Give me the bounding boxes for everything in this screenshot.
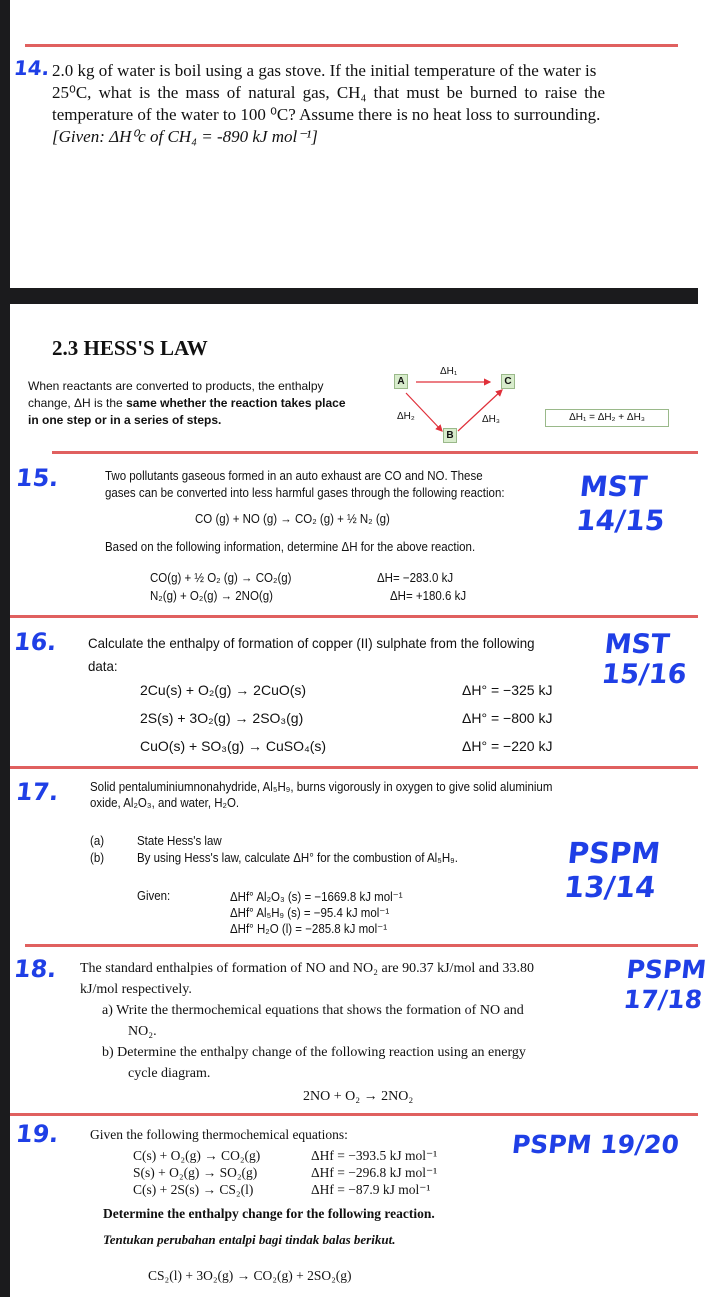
line: a) Write the thermochemical equations that shows the formation of NO and (102, 1003, 524, 1018)
node-a: A (394, 374, 408, 389)
question-18-text (80, 958, 534, 1084)
equations (133, 1147, 260, 1198)
part-label: (b) (90, 851, 105, 865)
enthalpies (311, 1147, 437, 1198)
enthalpy: ΔH° = −800 kJ (462, 710, 553, 726)
enthalpy: ΔH° = −325 kJ (462, 682, 553, 698)
equation: N₂(g) + O₂(g) → 2NO(g) (150, 589, 273, 603)
line: MST (603, 629, 671, 660)
part-text: By using Hess's law, calculate ΔH° for the combustion of Al₅H₉. (137, 851, 458, 865)
prompt: Based on the following information, determine ΔH for the above reaction. (105, 540, 476, 554)
equation: C(s) + 2S(s) → CS₂(l) (133, 1182, 254, 1197)
line: 15/16 (599, 659, 689, 690)
enthalpy: ΔH° = −220 kJ (462, 738, 553, 754)
left-edge (0, 0, 10, 1297)
line: ΔHf° H₂O (l) = −285.8 kJ mol⁻¹ (230, 922, 388, 936)
page-separator (0, 288, 698, 304)
equation: CuO(s) + SO₃(g) → CuSO₄(s) (140, 738, 327, 754)
equation: C(s) + O₂(g) → CO₂(g) (133, 1148, 261, 1163)
line: NO₂. (128, 1024, 157, 1039)
line: 2.0 kg of water is boil using a gas stove. If the initial temperature of the water is (52, 61, 597, 80)
label-dh2: ΔH₂ (397, 411, 415, 422)
line: Solid pentaluminiumnonahydride, Al₅H₉, burns vigorously in oxygen to give solid aluminium (90, 780, 553, 794)
handwritten-tag: PSPM 19/20 (510, 1130, 681, 1159)
line: Calculate the enthalpy of formation of copper (II) sulphate from the following (88, 635, 535, 651)
handwritten-tag (622, 955, 708, 1015)
equation: 2S(s) + 3O₂(g) → 2SO₃(g) (140, 710, 304, 726)
reaction-equation: CO (g) + NO (g) → CO₂ (g) + ½ N₂ (g) (195, 512, 390, 526)
question-number: 17. (14, 778, 60, 806)
part-label: (a) (90, 834, 105, 848)
node-c: C (501, 374, 515, 389)
equation: S(s) + O₂(g) → SO₂(g) (133, 1165, 258, 1180)
handwritten-tag (562, 836, 661, 904)
line: ΔHf° Al₅H₉ (s) = −95.4 kJ mol⁻¹ (230, 906, 390, 920)
intro: Given the following thermochemical equations: (90, 1127, 348, 1142)
given-values (230, 889, 403, 937)
reaction-equation: 2NO + O₂ → 2NO₂ (303, 1089, 414, 1104)
part-text: State Hess's law (137, 834, 222, 848)
question-number: 14. (12, 56, 51, 80)
line: PSPM (566, 836, 662, 870)
line: oxide, Al₂O₃, and water, H₂O. (90, 796, 240, 810)
line: [Given: ΔH⁰c of CH₄ = -890 kJ mol⁻¹] (52, 127, 318, 146)
divider (25, 44, 678, 47)
text: change, ΔH is the (28, 396, 127, 410)
label-dh3: ΔH₃ (482, 414, 500, 425)
line: The standard enthalpies of formation of NO and NO₂ are 90.37 kJ/mol and 33.80 (80, 961, 534, 976)
handwritten-tag (600, 630, 691, 690)
line: temperature of the water to 100 ⁰C? Assume there is no heat loss to surrounding. (52, 105, 601, 124)
given-label: Given: (137, 889, 171, 903)
enthalpy: ΔH= −283.0 kJ (377, 571, 454, 585)
line: kJ/mol respectively. (80, 982, 192, 997)
question-17-text (90, 779, 552, 811)
question-number: 16. (12, 628, 58, 656)
section-title: 2.3 HESS'S LAW (52, 336, 208, 360)
line: b) Determine the enthalpy change of the following reaction using an energy (102, 1045, 526, 1060)
reaction-equation: CS₂(l) + 3O₂(g) → CO₂(g) + 2SO₂(g) (148, 1268, 352, 1283)
equation: 2Cu(s) + O₂(g) → 2CuO(s) (140, 682, 307, 698)
prompt-malay: Tentukan perubahan entalpi bagi tindak balas berikut. (103, 1232, 396, 1247)
line: cycle diagram. (128, 1066, 211, 1081)
node-b: B (443, 428, 457, 443)
line: Two pollutants gaseous formed in an auto exhaust are CO and NO. These (105, 469, 483, 483)
question-number: 15. (14, 464, 60, 492)
line: 25⁰C, what is the mass of natural gas, CH₄ that must be burned to raise the (52, 83, 606, 102)
question-number: 18. (12, 955, 58, 983)
hess-formula: ΔH₁ = ΔH₂ + ΔH₃ (545, 409, 669, 427)
equation: CO(g) + ½ O₂ (g) → CO₂(g) (150, 571, 292, 585)
line: ΔHf° Al₂O₃ (s) = −1669.8 kJ mol⁻¹ (230, 890, 403, 904)
enthalpy: ΔHf = −296.8 kJ mol⁻¹ (311, 1165, 438, 1180)
enthalpy: ΔHf = −87.9 kJ mol⁻¹ (311, 1182, 431, 1197)
label-dh1: ΔH₁ (440, 366, 458, 377)
bold-text: same whether the reaction takes place (126, 396, 346, 410)
line: 14/15 (574, 504, 667, 537)
divider (25, 944, 698, 947)
line (28, 395, 346, 412)
line: 17/18 (621, 985, 704, 1014)
divider (10, 1113, 698, 1116)
prompt: Determine the enthalpy change for the following reaction. (103, 1206, 435, 1221)
divider (52, 451, 698, 454)
line: 13/14 (562, 870, 658, 904)
line: PSPM (625, 955, 708, 984)
enthalpy: ΔHf = −393.5 kJ mol⁻¹ (311, 1148, 438, 1163)
line: in one step or in a series of steps. (28, 413, 222, 427)
question-number: 19. (14, 1120, 60, 1148)
handwritten-tag (574, 470, 669, 538)
divider (10, 615, 698, 618)
divider (10, 766, 698, 769)
line: data: (88, 658, 118, 674)
hess-definition (28, 378, 346, 429)
question-16-text (88, 632, 535, 678)
line: MST (578, 470, 649, 503)
enthalpy: ΔH= +180.6 kJ (390, 589, 467, 603)
question-15-text (105, 468, 505, 502)
line: gases can be converted into less harmful gases through the following reaction: (105, 486, 505, 500)
question-14 (52, 60, 605, 148)
line: When reactants are converted to products, the enthalpy (28, 379, 324, 393)
